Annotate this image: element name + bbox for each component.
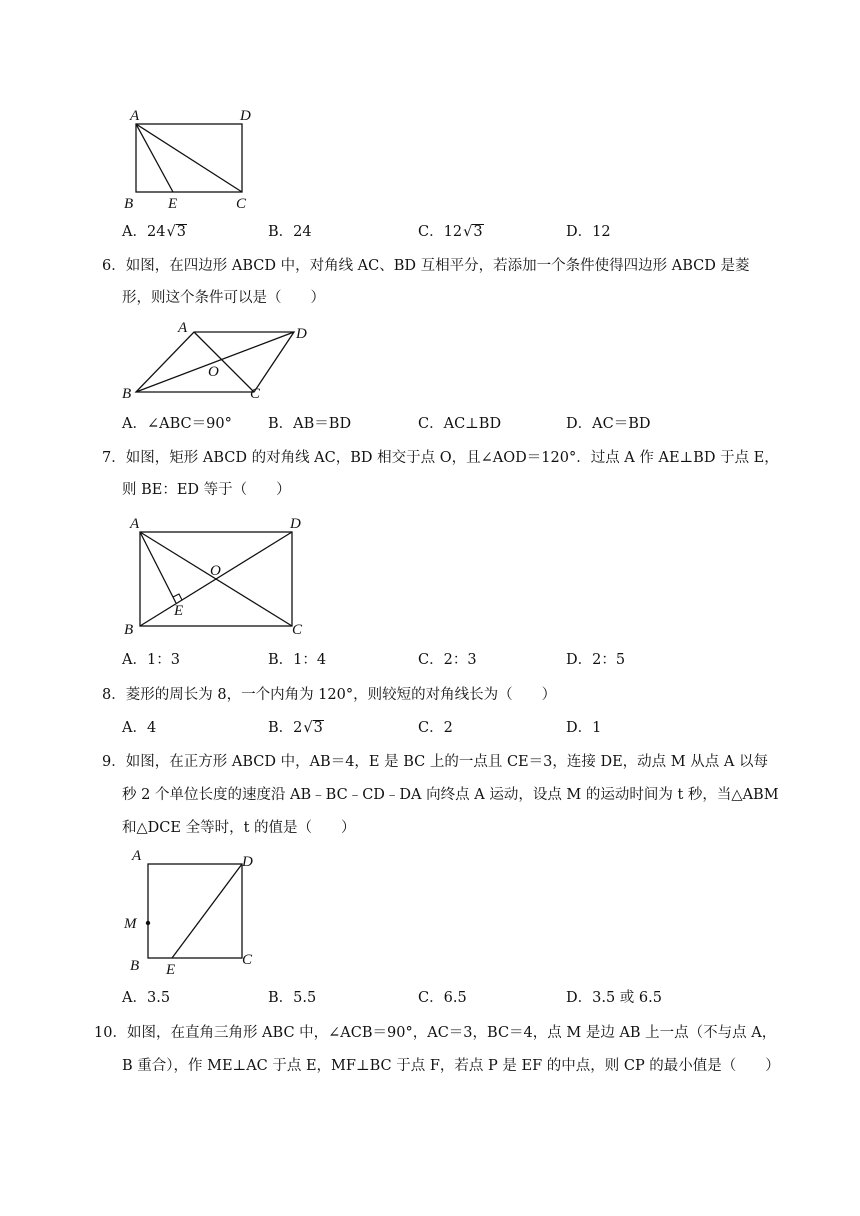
q6-stem-line1: 6．如图，在四边形 ABCD 中，对角线 AC、BD 互相平分，若添加一个条件使得四边形 ABCD 是菱	[102, 258, 750, 274]
q9-label-c: C	[242, 952, 253, 968]
q7-option-d: D．2：5	[566, 652, 626, 668]
q6-option-a: A．∠ABC＝90°	[122, 416, 232, 432]
q9-label-a: A	[132, 848, 142, 864]
q7-stem-line2: 则 BE：ED 等于（ ）	[122, 482, 291, 498]
q6-option-b: B．AB＝BD	[268, 416, 352, 432]
q9-stem-line1: 9．如图，在正方形 ABCD 中，AB＝4，E 是 BC 上的一点且 CE＝3，连接 DE，动点 M 从点 A 以每	[102, 754, 768, 770]
q6-option-d: D．AC＝BD	[566, 416, 651, 432]
q7-option-a: A．1：3	[122, 652, 180, 668]
q7-option-b: B．1：4	[268, 652, 327, 668]
q5-option-d: D．12	[566, 224, 611, 240]
q8-stem-line1: 8．菱形的周长为 8，一个内角为 120°，则较短的对角线长为（ ）	[102, 687, 557, 703]
q7-option-c: C．2：3	[418, 652, 477, 668]
q5-label-e: E	[168, 196, 178, 212]
q7-label-d: D	[290, 516, 301, 532]
q5-option-c: C．12√3	[418, 224, 483, 240]
q8-option-d: D．1	[566, 720, 602, 736]
q6-figure	[118, 318, 328, 408]
q7-stem-line1: 7．如图，矩形 ABCD 的对角线 AC，BD 相交于点 O，且∠AOD＝120°．过点 A 作 AE⊥BD 于点 E，	[102, 450, 779, 466]
q8-option-a: A．4	[122, 720, 157, 736]
q9-option-b: B．5.5	[268, 990, 317, 1006]
q7-label-b: B	[124, 622, 134, 638]
q6-label-a: A	[178, 320, 188, 336]
q5-label-c: C	[236, 196, 247, 212]
q5-option-b: B．24	[268, 224, 312, 240]
q9-option-c: C．6.5	[418, 990, 467, 1006]
q6-stem-line2: 形，则这个条件可以是（ ）	[122, 290, 325, 306]
q9-label-d: D	[242, 854, 253, 870]
q6-option-c: C．AC⊥BD	[418, 416, 502, 432]
q7-label-c: C	[292, 622, 303, 638]
q5-label-a: A	[130, 108, 140, 124]
q7-label-e: E	[174, 603, 184, 619]
q9-stem-line3: 和△DCE 全等时，t 的值是（ ）	[122, 820, 356, 836]
q7-label-o: O	[210, 563, 221, 579]
q6-label-b: B	[122, 386, 132, 402]
q9-option-a: A．3.5	[122, 990, 171, 1006]
q5-option-a: A．24√3	[122, 224, 186, 240]
q10-stem-line1: 10．如图，在直角三角形 ABC 中，∠ACB＝90°，AC＝3，BC＝4，点 M 是边 AB 上一点（不与点 A，	[94, 1025, 777, 1041]
q7-label-a: A	[130, 516, 140, 532]
q6-label-o: O	[208, 364, 219, 380]
q5-figure	[120, 102, 270, 212]
q7-figure	[118, 512, 318, 637]
q6-label-d: D	[296, 326, 307, 342]
q5-label-d: D	[240, 108, 251, 124]
q9-label-b: B	[130, 958, 140, 974]
q6-label-c: C	[250, 386, 261, 402]
q9-figure	[120, 848, 270, 980]
q9-option-d: D．3.5 或 6.5	[566, 990, 662, 1006]
q10-stem-line2: B 重合），作 ME⊥AC 于点 E，MF⊥BC 于点 F，若点 P 是 EF 的中点，则 CP 的最小值是（ ）	[122, 1058, 780, 1074]
q9-label-m: M	[124, 916, 137, 932]
q8-option-b: B．2√3	[268, 720, 323, 736]
q9-label-e: E	[166, 962, 176, 978]
q5-label-b: B	[124, 196, 134, 212]
q8-option-c: C．2	[418, 720, 453, 736]
q9-stem-line2: 秒 2 个单位长度的速度沿 AB﹣BC﹣CD﹣DA 向终点 A 运动，设点 M 的运动时间为 t 秒，当△ABM	[122, 787, 779, 803]
